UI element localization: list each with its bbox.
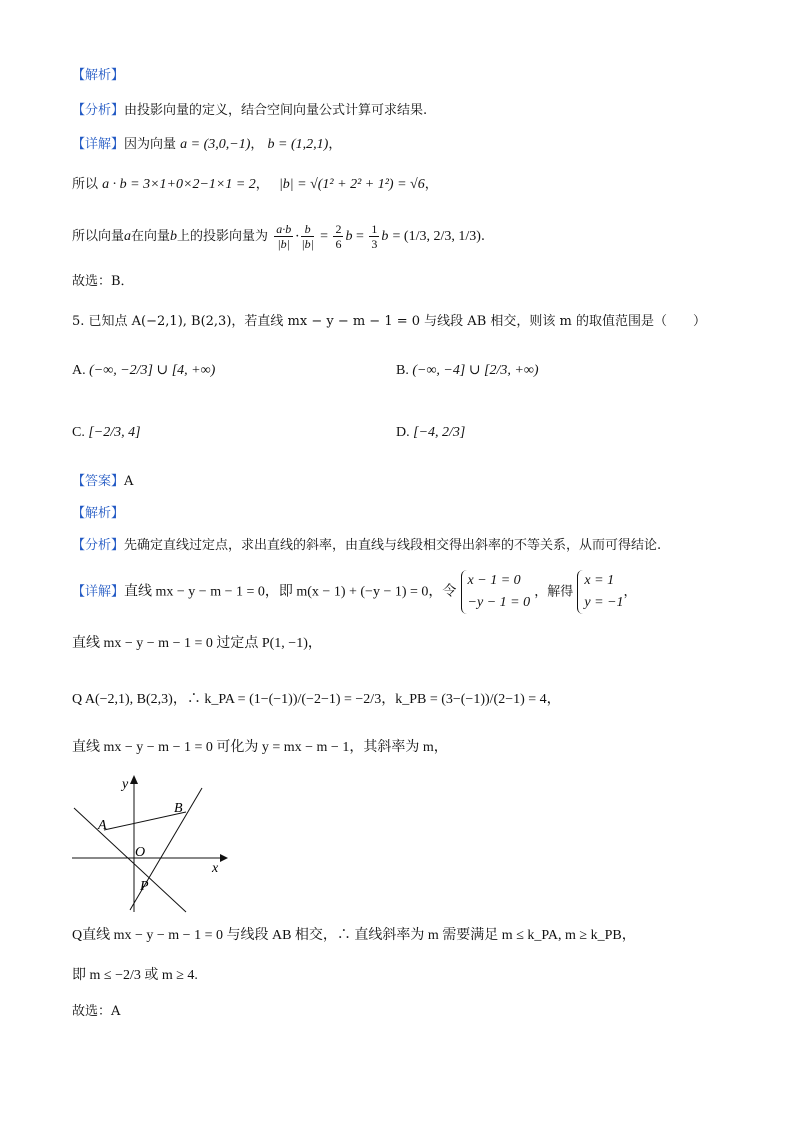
x-axis-arrow [220, 854, 228, 862]
option-d-label: D. [396, 425, 410, 440]
xiangjie-tag: 【详解】 [72, 137, 125, 152]
sys1-eq2: −y − 1 = 0 [467, 595, 531, 610]
proj-suffix: 上的投影向量为 [177, 229, 269, 244]
point-a-label: A [98, 818, 107, 833]
origin-label: O [135, 845, 146, 860]
y-axis-arrow [130, 775, 138, 784]
option-a-label: A. [72, 363, 86, 378]
point-p-label: P [140, 879, 149, 894]
coordinate-figure [70, 772, 230, 916]
step1-text: 直线 mx − y − m − 1 = 0，即 m(x − 1) + (−y − 1) = 0，令 [124, 584, 457, 600]
dot-product-expr: a · b = 3×1+0×2−1×1 = 2 [102, 177, 256, 192]
option-b-label: B. [396, 363, 409, 378]
detail-step-4: 直线 mx − y − m − 1 = 0 可化为 y = mx − m − 1，其斜率为 m， [72, 740, 448, 755]
projection-fraction-1: $\frac{a\cdot b}{|b|}$ [276, 222, 292, 251]
point-b-label: B [174, 801, 183, 816]
option-c-text: [−2/3, 4] [88, 425, 141, 440]
detail-step-6: 即 m ≤ −2/3 或 m ≥ 4. [72, 968, 198, 983]
projection-mid: = $\frac{2}{6}$ b = $\frac{1}{3}$ b [320, 222, 389, 252]
vector-a-expr: a = (3,0,−1) [180, 137, 251, 152]
option-d-text: [−4, 2/3] [413, 425, 466, 440]
detail-step-1: 【详解】直线 mx − y − m − 1 = 0，即 m(x − 1) + (−y − 1) = 0，令 x − 1 = 0 −y − 1 = 0 ，解得 x = 1 y = −1 ， [72, 570, 637, 614]
option-d [396, 425, 465, 441]
so-label: 所以 [72, 177, 99, 192]
option-a-text: (−∞, −2/3] ∪ [4, +∞) [89, 363, 216, 378]
sys2-eq1: x = 1 [584, 573, 615, 588]
equation-system-1 [461, 570, 531, 614]
xiangjie-tag-2: 【详解】 [72, 584, 125, 600]
detail-line-1: 【详解】因为向量 a = (3,0,−1)， b = (1,2,1)， [72, 137, 342, 152]
option-a [72, 362, 215, 379]
vector-b-expr: b = (1,2,1) [267, 137, 329, 152]
answer-line [72, 472, 133, 492]
line-pa [74, 808, 186, 912]
fenxi-tag-2: 【分析】 [72, 538, 125, 553]
option-b [396, 362, 539, 379]
analysis-tag: 【解析】 [72, 68, 125, 83]
sys1-eq1: x − 1 = 0 [467, 573, 521, 588]
proj-prefix: 所以向量 [72, 229, 125, 244]
fenxi-tag: 【分析】 [72, 103, 125, 118]
projection-fraction-2: $\frac{b}{|b|}$ [301, 222, 314, 251]
xj-text: 因为向量 [124, 137, 177, 152]
step1-mid: ，解得 [534, 584, 574, 600]
question-5-stem: 5. 已知点 A(−2,1), B(2,3)，若直线 mx − y − m − 1 = 0 与线段 AB 相交，则该 m 的取值范围是（ ） [72, 314, 706, 329]
x-axis-label: x [212, 861, 219, 876]
fenxi-text-2: 先确定直线过定点，求出直线的斜率，由直线与线段相交得出斜率的不等关系，从而可得结论. [124, 538, 662, 553]
analysis-tag-2: 【解析】 [72, 506, 125, 521]
detail-line-2: 所以 a · b = 3×1+0×2−1×1 = 2， |b| = √(1² + 2² + 1²) = √6， [72, 177, 438, 192]
option-b-text: (−∞, −4] ∪ [2/3, +∞) [412, 363, 539, 378]
vec-b-symbol: b [170, 229, 178, 244]
vec-a-symbol: a [124, 229, 132, 244]
choice-2: 故选：A [72, 1004, 121, 1019]
equation-system-2 [577, 570, 623, 614]
projection-line: 所以向量a在向量b上的投影向量为 $\frac{a\cdot b}{|b|}$ · $\frac{b}{|b|}$ = $\frac{2}{6}$ b = $\frac{1}{3}$ b = (1/3, 2/3, 1/3). [72, 222, 486, 252]
analysis-paragraph-2 [72, 536, 661, 556]
option-c-label: C. [72, 425, 85, 440]
proj-mid: 在向量 [131, 229, 171, 244]
fenxi-text: 由投影向量的定义，结合空间向量公式计算可求结果. [124, 103, 428, 118]
analysis-paragraph [72, 101, 427, 121]
choice-1: 故选：B． [72, 274, 134, 289]
detail-step-3: Q A(−2,1), B(2,3)，∴ k_PA = (1−(−1))/(−2−1) = −2/3，k_PB = (3−(−1))/(2−1) = 4， [72, 692, 561, 707]
option-c [72, 425, 141, 441]
detail-step-2: 直线 mx − y − m − 1 = 0 过定点 P(1, −1)， [72, 636, 322, 651]
y-axis-label: y [122, 777, 129, 792]
sys2-eq2: y = −1 [584, 595, 624, 610]
projection-result: = (1/3, 2/3, 1/3) [392, 229, 481, 244]
answer-value: A [124, 474, 134, 489]
norm-expr: |b| = √(1² + 2² + 1²) = √6 [278, 177, 425, 192]
answer-tag: 【答案】 [72, 474, 125, 489]
detail-step-5: Q直线 mx − y − m − 1 = 0 与线段 AB 相交，∴ 直线斜率为 m 需要满足 m ≤ k_PA, m ≥ k_PB， [72, 928, 636, 943]
